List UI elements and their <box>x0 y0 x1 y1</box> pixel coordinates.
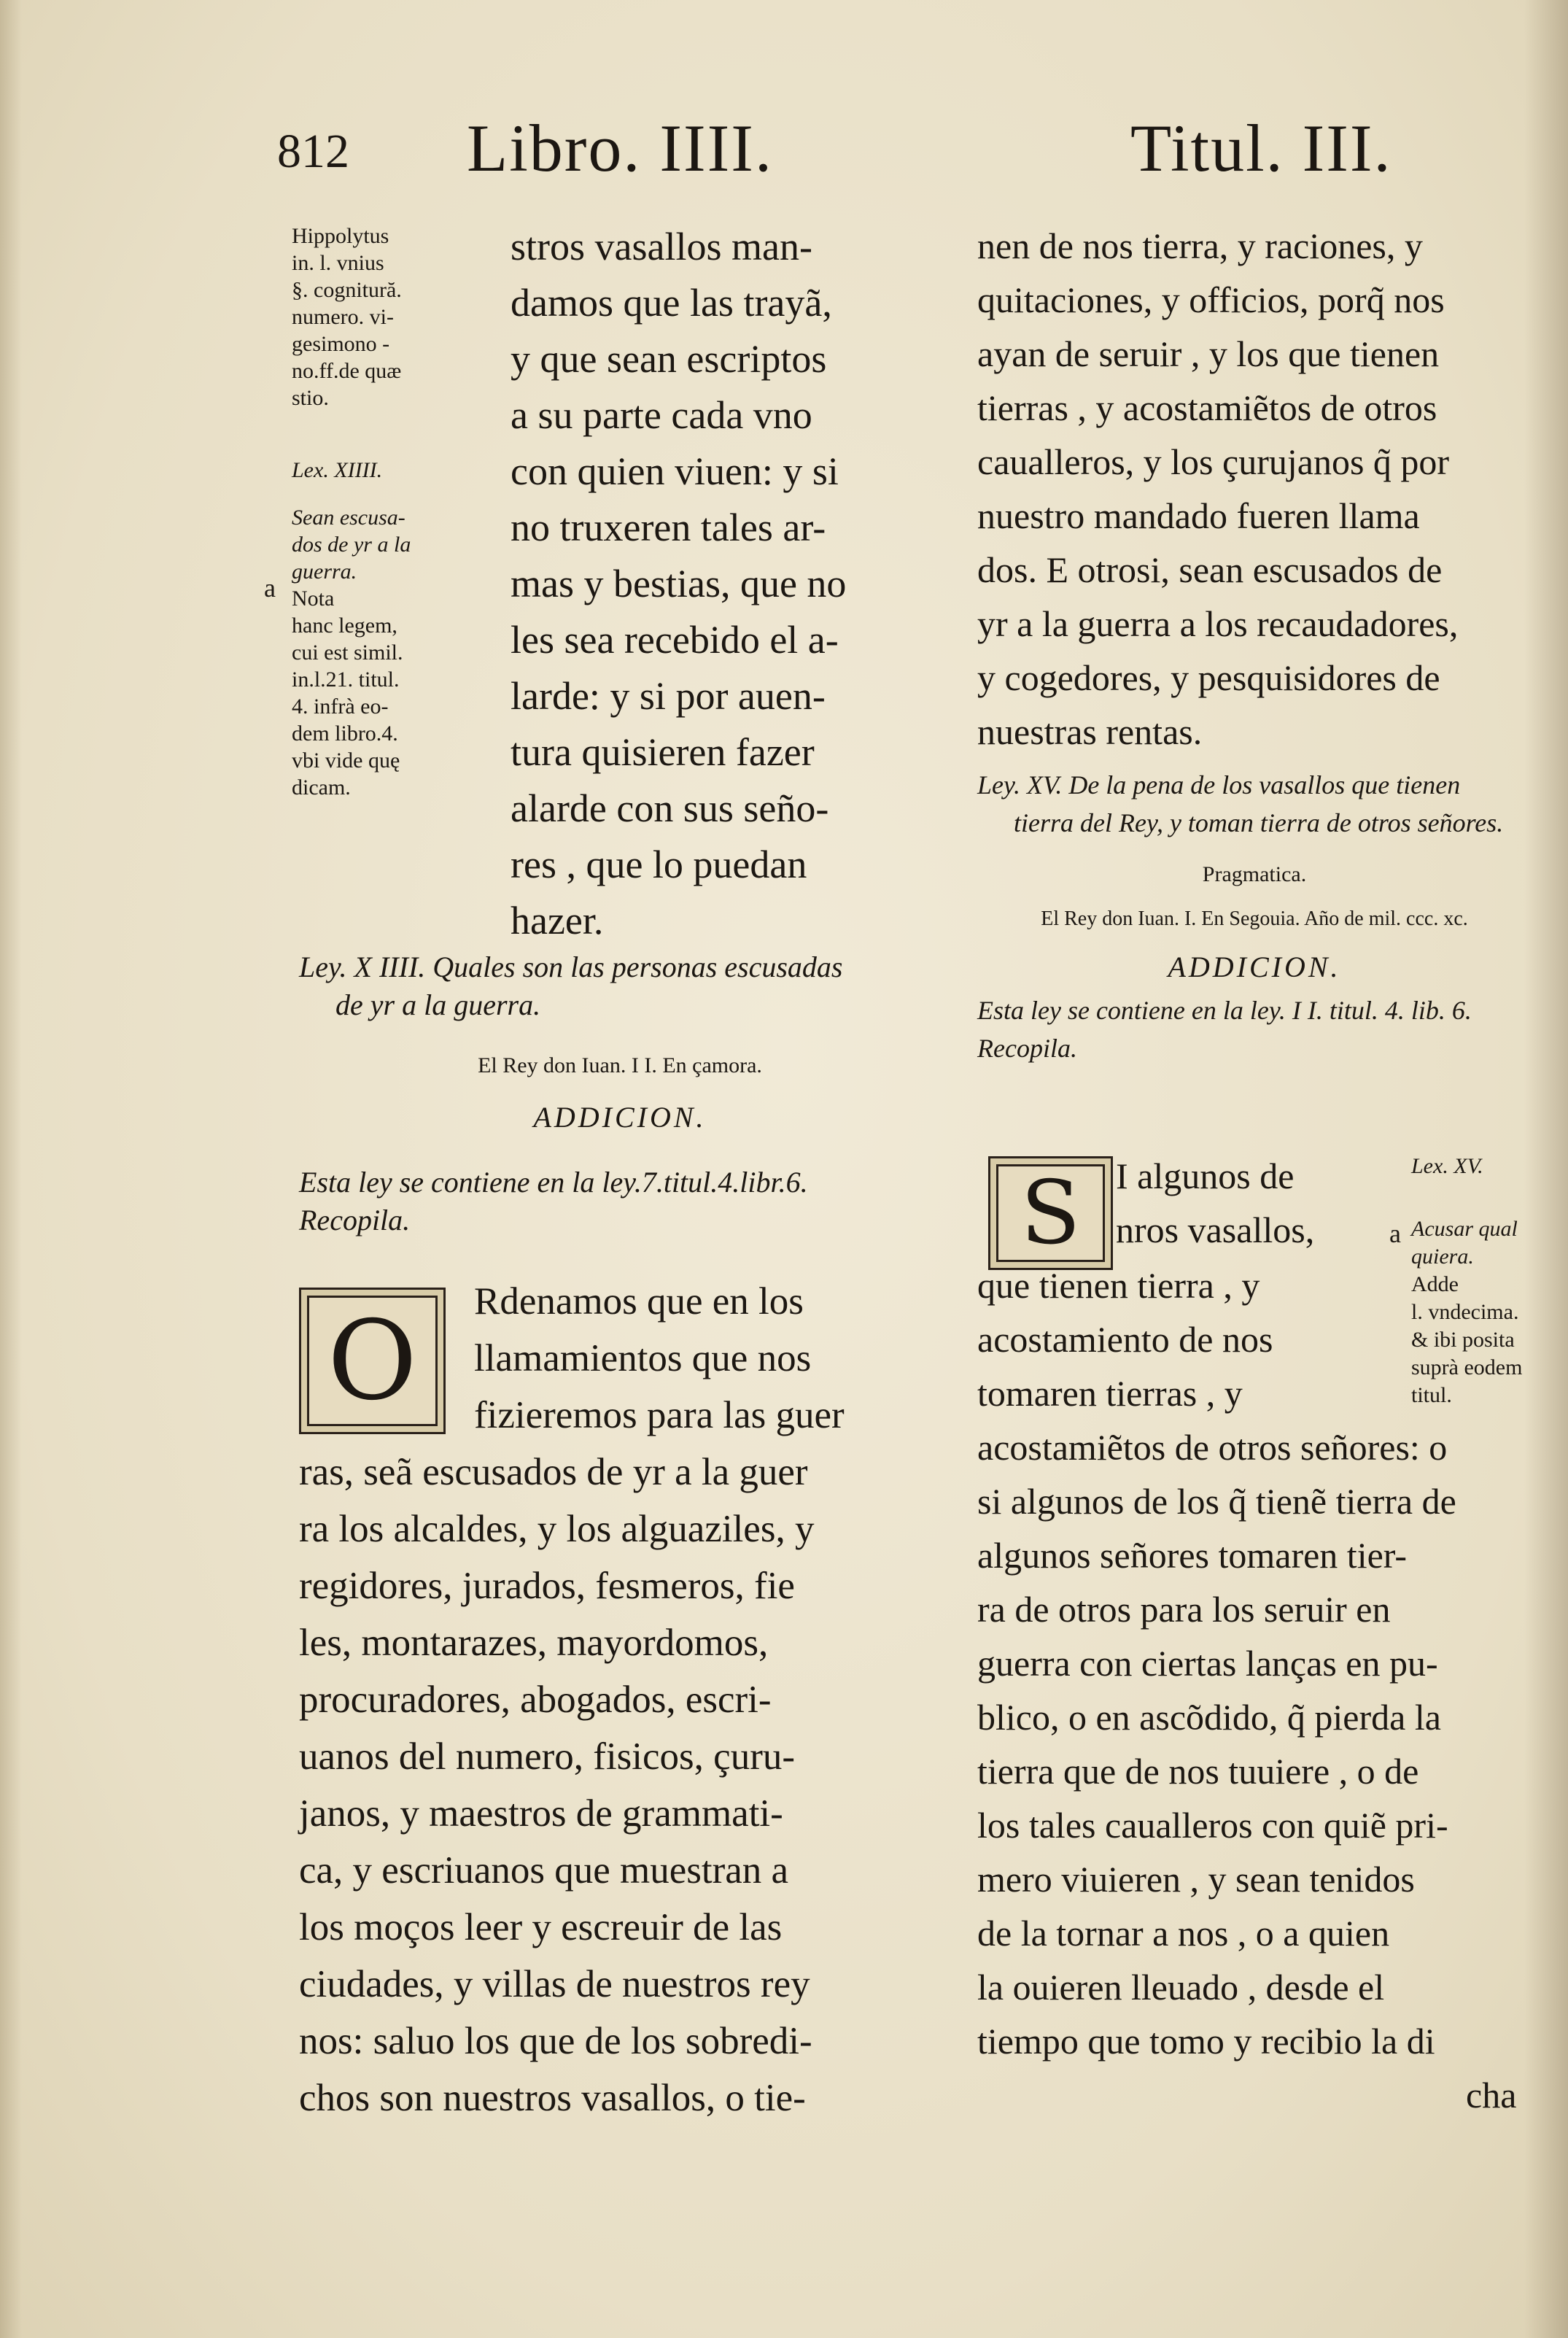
column1-top-text <box>511 219 963 949</box>
ley14-section-header <box>299 948 941 1239</box>
text-line: nuestro mandado fueren llama <box>977 495 1420 536</box>
text-line: res , que lo puedan <box>511 843 807 886</box>
margin-marker-a: a <box>264 573 276 603</box>
text-line: ca, y escriuanos que muestran a <box>299 1849 789 1892</box>
text-line: blico, o en ascõdido, q̃ pierda la <box>977 1697 1441 1738</box>
text-line: no truxeren tales ar- <box>511 506 826 549</box>
margin-note-line: suprà eodem <box>1411 1355 1523 1379</box>
margin-note-italic: guerra. <box>292 560 357 584</box>
text-line: les, montarazes, mayordomos, <box>299 1622 769 1664</box>
ley14-dropcap: O <box>299 1288 446 1434</box>
page-number: 812 <box>277 125 349 178</box>
ley14-heading: Ley. X IIII. Quales son las personas escusadas <box>299 951 843 983</box>
catchword: cha <box>1466 2075 1517 2116</box>
text-line: ra de otros para los seruir en <box>977 1589 1391 1630</box>
text-line: yr a la guerra a los recaudadores, <box>977 603 1459 644</box>
margin-note-line: no.ff.de quæ <box>292 359 402 383</box>
margin-note-line: §. cognitură. <box>292 278 402 302</box>
margin-note-line: 4. infrà eo- <box>292 694 389 719</box>
ley15-pragmatica: Pragmatica. <box>1202 862 1307 886</box>
margin-note-line: hanc legem, <box>292 613 397 638</box>
ley14-body <box>299 1273 941 2126</box>
text-line: mero viuieren , y sean tenidos <box>977 1859 1415 1900</box>
header-libro: Libro. IIII. <box>467 111 773 185</box>
text-line: tierras , y acostamiẽtos de otros <box>977 387 1437 428</box>
text-line: nros vasallos, <box>1116 1209 1315 1250</box>
text-line: tiempo que tomo y recibio la di <box>977 2021 1435 2062</box>
text-line: con quien viuen: y si <box>511 449 839 493</box>
header-titul: Titul. III. <box>1130 111 1392 185</box>
text-line: ayan de seruir , y los que tienen <box>977 333 1440 374</box>
ley14-addicion: ADDICION. <box>533 1101 707 1134</box>
text-line: algunos señores tomaren tier- <box>977 1535 1408 1576</box>
margin-note-line: in. l. vnius <box>292 251 384 275</box>
column2-top-text <box>977 219 1532 759</box>
text-line: quitaciones, y officios, porq̃ nos <box>977 279 1445 320</box>
text-line: I algunos de <box>1116 1156 1295 1196</box>
text-line: de la tornar a nos , o a quien <box>977 1913 1390 1954</box>
margin-marker-a: a <box>1389 1219 1401 1248</box>
text-line: tura quisieren fazer <box>511 730 815 774</box>
text-line: janos, y maestros de grammati- <box>299 1792 783 1835</box>
text-line: regidores, jurados, fesmeros, fie <box>299 1565 795 1607</box>
ley15-body-beside-cap <box>1116 1149 1408 1257</box>
text-line: tomaren tierras , y <box>977 1373 1243 1414</box>
text-line: a su parte cada vno <box>511 393 812 437</box>
margin-note-line: l. vndecima. <box>1411 1300 1519 1324</box>
ley15-heading: tierra del Rey, y toman tierra de otros señores. <box>1014 808 1504 837</box>
text-line: guerra con ciertas lanças en pu- <box>977 1643 1438 1684</box>
margin-note-line: & ibi posita <box>1411 1328 1515 1352</box>
text-line: nen de nos tierra, y raciones, y <box>977 225 1423 266</box>
margin-note-line: stio. <box>292 386 329 410</box>
margin-note-line: in.l.21. titul. <box>292 667 400 692</box>
text-line: dos. E otrosi, sean escusados de <box>977 549 1443 590</box>
margin-lex-label: Lex. XIIII. <box>292 458 383 482</box>
ley15-source: El Rey don Iuan. I. En Segouia. Año de mil. ccc. xc. <box>1041 907 1468 930</box>
ley15-body-short <box>977 1258 1386 1420</box>
margin-note-italic: quiera. <box>1411 1245 1474 1269</box>
margin-note-line: gesimono - <box>292 332 390 356</box>
running-header <box>277 102 1444 197</box>
text-line: hazer. <box>511 899 604 942</box>
text-line: les sea recebido el a- <box>511 618 839 662</box>
margin-note-line: Hippolytus <box>292 224 389 248</box>
left-margin-notes <box>292 222 474 801</box>
text-line: damos que las trayã, <box>511 281 832 325</box>
text-line: procuradores, abogados, escri- <box>299 1679 772 1721</box>
margin-lex-label: Lex. XV. <box>1411 1154 1483 1178</box>
text-line: ra los alcaldes, y los alguaziles, y <box>299 1508 815 1550</box>
ley14-addicion-note: Esta ley se contiene en la ley.7.titul.4.libr.6. <box>299 1166 808 1199</box>
text-line: fizieremos para las guer <box>474 1394 845 1436</box>
margin-note-line: dem libro.4. <box>292 721 398 746</box>
text-line: si algunos de los q̃ tienẽ tierra de <box>977 1481 1456 1522</box>
text-line: stros vasallos man- <box>511 225 812 268</box>
margin-note-line: dicam. <box>292 775 351 800</box>
text-line: los tales caualleros con quiẽ pri- <box>977 1805 1448 1846</box>
text-line: los moços leer y escreuir de las <box>299 1906 783 1948</box>
margin-note-line: titul. <box>1411 1383 1452 1407</box>
text-line: que tienen tierra , y <box>977 1265 1260 1306</box>
ley15-dropcap: S <box>988 1156 1113 1270</box>
ley15-heading: Ley. XV. De la pena de los vasallos que tienen <box>977 770 1461 800</box>
margin-note-italic: Sean escusa- <box>292 506 405 530</box>
text-line: uanos del numero, fisicos, çuru- <box>299 1735 795 1778</box>
ley15-addicion-note: Recopila. <box>977 1034 1077 1063</box>
ley15-body <box>977 1420 1532 2122</box>
text-line: caualleros, y los çurujanos q̃ por <box>977 441 1450 482</box>
text-line: larde: y si por auen- <box>511 674 826 718</box>
text-line: acostamiẽtos de otros señores: o <box>977 1427 1448 1468</box>
text-line: la ouieren lleuado , desde el <box>977 1967 1385 2008</box>
margin-note-line: numero. vi- <box>292 305 394 329</box>
text-line: mas y bestias, que no <box>511 562 847 605</box>
text-line: y cogedores, y pesquisidores de <box>977 657 1440 698</box>
ley15-addicion-note: Esta ley se contiene en la ley. I I. titul. 4. lib. 6. <box>977 996 1472 1025</box>
text-line: nos: saluo los que de los sobredi- <box>299 2020 812 2062</box>
margin-note-line: Nota <box>292 587 335 611</box>
text-line: nuestras rentas. <box>977 711 1203 752</box>
margin-note-line: vbi vide quę <box>292 748 400 773</box>
margin-note-line: cui est simil. <box>292 640 403 665</box>
text-line: chos son nuestros vasallos, o tie- <box>299 2077 806 2119</box>
ley14-source: El Rey don Iuan. I I. En çamora. <box>478 1053 762 1077</box>
text-line: alarde con sus seño- <box>511 786 829 830</box>
margin-spacer <box>292 484 474 504</box>
margin-note-line: Adde <box>1411 1272 1459 1296</box>
page-edge-left <box>0 0 22 2338</box>
text-line: ciudades, y villas de nuestros rey <box>299 1963 810 2005</box>
ley14-addicion-note: Recopila. <box>299 1204 411 1236</box>
text-line: tierra que de nos tuuiere , o de <box>977 1751 1419 1792</box>
text-line: Rdenamos que en los <box>474 1280 804 1323</box>
ley14-heading: de yr a la guerra. <box>335 988 541 1021</box>
ley15-addicion: ADDICION. <box>1168 951 1341 983</box>
margin-spacer <box>292 411 474 457</box>
right-margin-notes <box>1411 1153 1557 1409</box>
text-line: acostamiento de nos <box>977 1319 1273 1360</box>
ley15-section-header <box>977 766 1532 1067</box>
text-line: llamamientos que nos <box>474 1337 812 1379</box>
margin-note-italic: dos de yr a la <box>292 533 411 557</box>
text-line: ras, seã escusados de yr a la guer <box>299 1451 808 1493</box>
margin-note-italic: Acusar qual <box>1411 1217 1518 1241</box>
text-line: y que sean escriptos <box>511 337 827 381</box>
